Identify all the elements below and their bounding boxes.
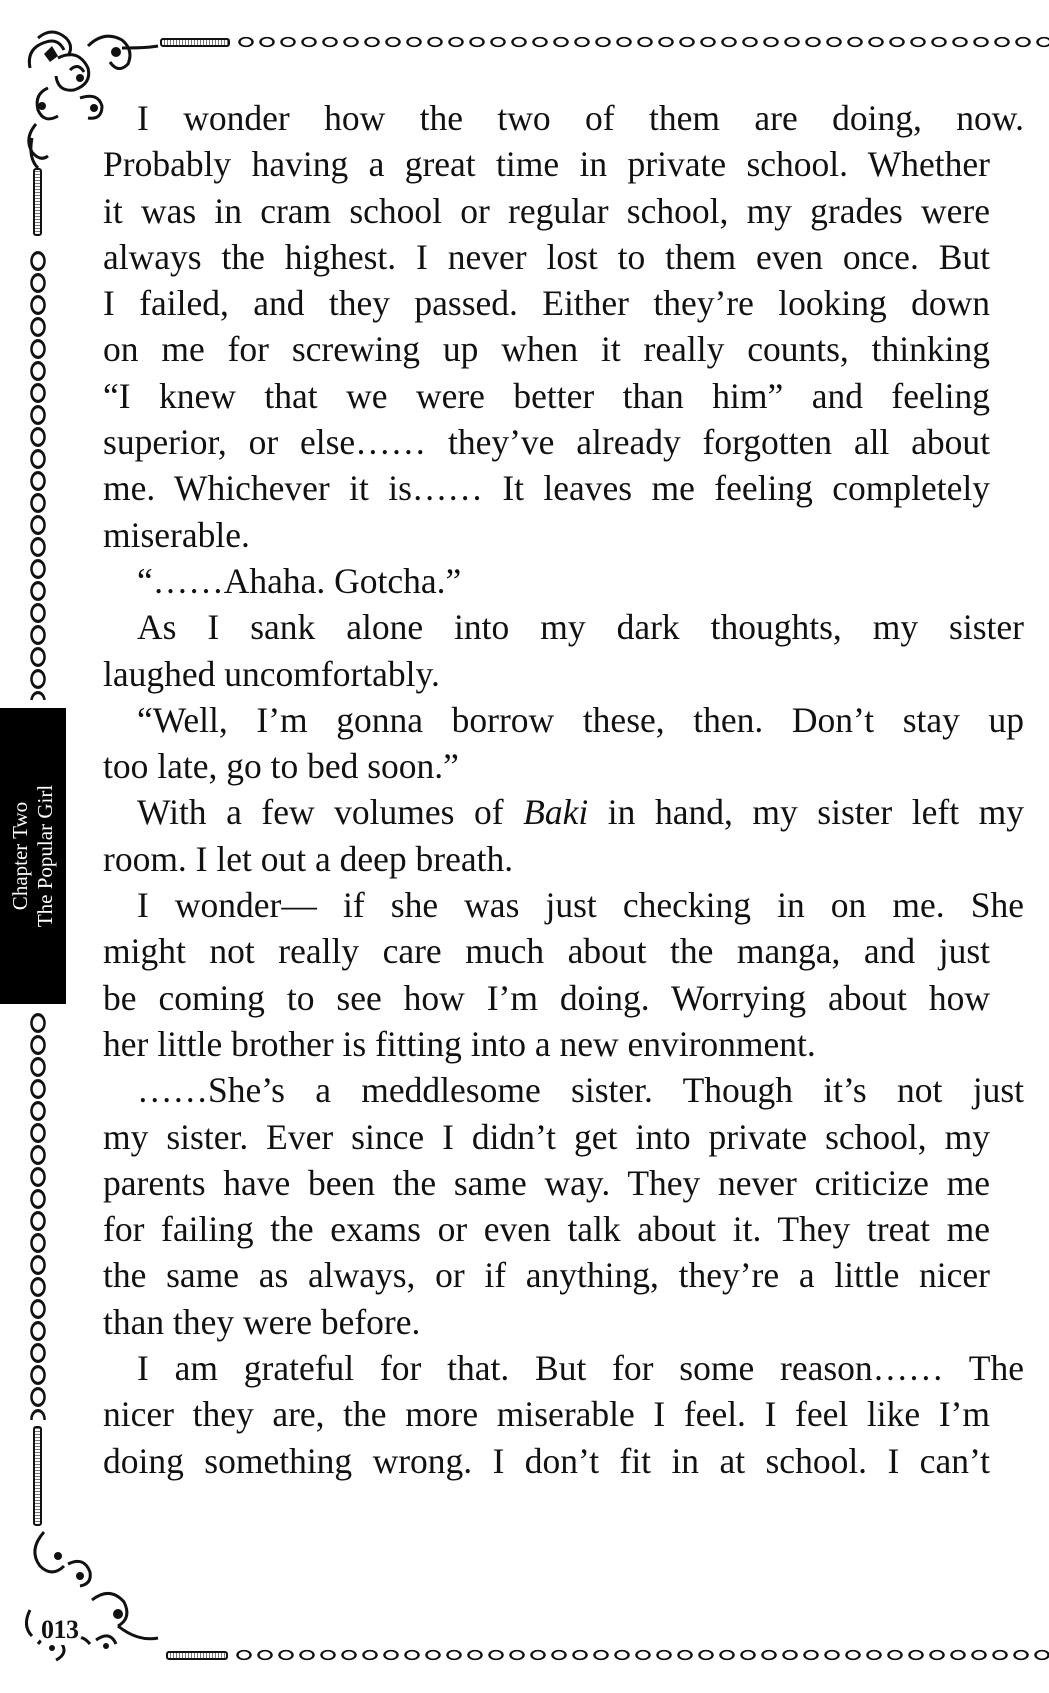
text-line: ……She’s a meddlesome sister. Though it’s not just (137, 1070, 1024, 1111)
text-run: With a few volumes of (137, 792, 524, 833)
border-chain-top (236, 34, 1049, 50)
page-number: 013 (38, 1615, 82, 1645)
text-line: I am grateful for that. But for some reason…… The (137, 1348, 1024, 1389)
text-line: than they were before. (103, 1301, 421, 1342)
chapter-title: The Popular Girl (33, 784, 57, 928)
text-line: the same as always, or if anything, they’re a little nicer (103, 1255, 990, 1296)
text-line: be coming to see how I’m doing. Worrying about how (103, 977, 990, 1018)
text-line (103, 789, 1024, 835)
text-line: on me for screwing up when it really counts, thinking (103, 329, 990, 370)
text-line: miserable. (103, 514, 250, 555)
text-line: might not really care much about the manga, and just (103, 931, 990, 972)
text-line: me. Whichever it is…… It leaves me feeling completely (103, 468, 990, 509)
text-line: “Well, I’m gonna borrow these, then. Don’t stay up (137, 699, 1024, 740)
chapter-number: Chapter Two (8, 801, 32, 911)
text-line: As I sank alone into my dark thoughts, my sister (137, 607, 1024, 648)
border-chain-left-upper (29, 250, 47, 700)
border-bar-bottom (166, 1651, 228, 1660)
text-line: “……Ahaha. Gotcha.” (137, 560, 462, 601)
text-line: superior, or else…… they’ve already forgotten all about (103, 422, 990, 463)
border-chain-bottom (234, 1647, 1049, 1663)
text-run: in hand, my sister left my (588, 792, 1025, 833)
italic-title: Baki (523, 792, 589, 833)
text-line: her little brother is fitting into a new environment. (103, 1023, 816, 1064)
text-line: doing something wrong. I don’t fit in at school. I can’t (103, 1440, 990, 1481)
border-bar-top (160, 38, 230, 47)
text-line: I failed, and they passed. Either they’re looking down (103, 283, 990, 324)
text-line: parents have been the same way. They never criticize me (103, 1162, 990, 1203)
text-line: my sister. Ever since I didn’t get into private school, my (103, 1116, 990, 1157)
text-line: nicer they are, the more miserable I feel. I feel like I’m (103, 1394, 990, 1435)
text-line: “I knew that we were better than him” and feeling (103, 375, 990, 416)
border-bar-left-lower (33, 1426, 42, 1526)
text-line: I wonder— if she was just checking in on me. She (137, 885, 1024, 926)
text-line: I wonder how the two of them are doing, now. (137, 98, 1024, 138)
text-line: laughed uncomfortably. (103, 653, 440, 694)
text-line: it was in cram school or regular school, my grades were (103, 190, 990, 231)
body-text (103, 95, 1025, 1484)
border-chain-left-lower (29, 1012, 47, 1420)
text-line: Probably having a great time in private school. Whether (103, 144, 990, 185)
chapter-side-tab-text (8, 785, 58, 927)
text-line: always the highest. I never lost to them even once. But (103, 236, 990, 277)
text-line: room. I let out a deep breath. (103, 838, 514, 879)
chapter-side-tab (0, 708, 66, 1004)
text-line: for failing the exams or even talk about it. They treat me (103, 1209, 990, 1250)
text-line: too late, go to bed soon.” (103, 746, 459, 787)
border-bar-left-upper (33, 168, 42, 236)
corner-ornament-bottom-left-icon (18, 1526, 168, 1666)
